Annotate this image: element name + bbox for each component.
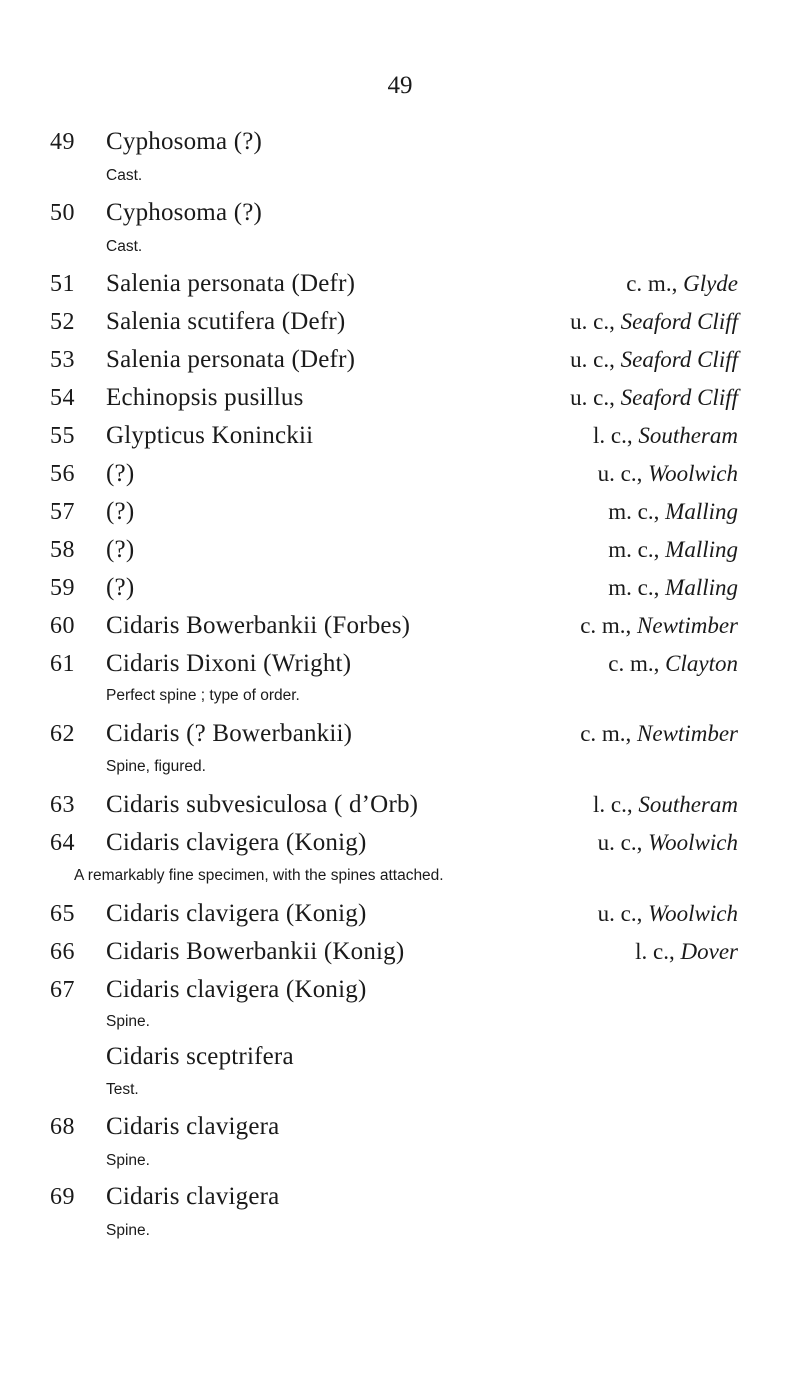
species-name: Cidaris Bowerbankii (Forbes) (106, 612, 411, 639)
locality-name: Malling (665, 575, 738, 600)
entry-locality (598, 826, 738, 860)
catalogue-entry (50, 419, 750, 453)
entry-locality (608, 571, 738, 605)
species-name: Glypticus Koninckii (106, 422, 314, 449)
entry-locality (608, 647, 738, 681)
catalogue-entry (50, 609, 750, 643)
entry-locality (598, 457, 738, 491)
catalogue-entry (50, 495, 750, 529)
species-name: Echinopsis pusillus (106, 384, 304, 411)
formation: u. c., (570, 385, 615, 410)
entry-locality (580, 609, 738, 643)
locality-name: Seaford Cliff (620, 309, 738, 334)
species-name: Cidaris clavigera (106, 1183, 280, 1210)
entry-locality (593, 788, 738, 822)
entry-note: Test. (106, 1081, 139, 1098)
species-name: Salenia personata (Defr) (106, 270, 356, 297)
entry-number: 49 (50, 129, 75, 155)
entry-locality (598, 897, 738, 931)
species-name: Cidaris sceptrifera (106, 1043, 294, 1070)
entry-number: 51 (50, 271, 75, 297)
locality-name: Southeram (638, 792, 738, 817)
locality-name: Dover (680, 939, 738, 964)
entry-locality (570, 305, 738, 339)
catalogue-entry (50, 457, 750, 491)
entry-number: 69 (50, 1184, 75, 1210)
entry-note: Cast. (106, 238, 143, 255)
locality-name: Malling (665, 499, 738, 524)
species-name: Cyphosoma (?) (106, 199, 263, 226)
locality-name: Southeram (638, 423, 738, 448)
formation: c. m., (608, 651, 660, 676)
entry-number: 56 (50, 461, 75, 487)
formation: l. c., (635, 939, 675, 964)
formation: u. c., (570, 347, 615, 372)
entry-locality (593, 419, 738, 453)
entry-number: 58 (50, 537, 75, 563)
formation: m. c., (608, 499, 660, 524)
catalogue-entry (50, 125, 750, 159)
entry-number: 60 (50, 613, 75, 639)
entry-number: 62 (50, 721, 75, 747)
locality-name: Seaford Cliff (620, 347, 738, 372)
species-name: (?) (106, 574, 135, 601)
locality-name: Malling (665, 537, 738, 562)
entry-note: A remarkably fine specimen, with the spines attached. (74, 867, 444, 884)
catalogue-entry (50, 196, 750, 230)
formation: c. m., (626, 271, 678, 296)
catalogue-entry (50, 571, 750, 605)
entry-number: 57 (50, 499, 75, 525)
catalogue-entry (50, 1180, 750, 1214)
species-name: (?) (106, 498, 135, 525)
catalogue-entry (50, 788, 750, 822)
species-name: (?) (106, 460, 135, 487)
locality-name: Newtimber (637, 613, 738, 638)
entry-number: 65 (50, 901, 75, 927)
entry-note: Spine. (106, 1013, 150, 1030)
formation: u. c., (597, 830, 643, 855)
locality-name: Newtimber (637, 721, 738, 746)
entry-note: Perfect spine ; type of order. (106, 687, 300, 704)
entry-number: 66 (50, 939, 75, 965)
entry-number: 61 (50, 651, 75, 677)
entry-locality (608, 495, 738, 529)
locality-name: Glyde (683, 271, 738, 296)
formation: l. c., (592, 423, 633, 448)
species-name: Cidaris Bowerbankii (Konig) (106, 938, 405, 965)
entry-locality (580, 717, 738, 751)
entry-locality (570, 381, 738, 415)
species-name: Cyphosoma (?) (106, 128, 263, 155)
entry-number: 59 (50, 575, 75, 601)
formation: m. c., (608, 537, 660, 562)
catalogue-entry (50, 533, 750, 567)
page-number: 49 (387, 72, 413, 99)
entry-number: 53 (50, 347, 75, 373)
catalogue-entry (50, 381, 750, 415)
entry-number: 54 (50, 385, 75, 411)
catalogue-entry (50, 1040, 750, 1074)
entry-locality (635, 935, 738, 969)
entry-note: Spine. (106, 1152, 150, 1169)
entry-note: Spine, figured. (106, 758, 206, 775)
species-name: Cidaris clavigera (Konig) (106, 900, 367, 927)
locality-name: Woolwich (648, 830, 738, 855)
species-name: (?) (106, 536, 135, 563)
species-name: Cidaris subvesiculosa ( d’Orb) (106, 791, 419, 818)
species-name: Salenia scutifera (Defr) (106, 308, 346, 335)
entry-number: 52 (50, 309, 75, 335)
catalogue-entry (50, 935, 750, 969)
catalogue-entry (50, 973, 750, 1007)
species-name: Cidaris clavigera (Konig) (106, 976, 367, 1003)
entry-note: Cast. (106, 167, 143, 184)
species-name: Salenia personata (Defr) (106, 346, 356, 373)
species-name: Cidaris Dixoni (Wright) (106, 650, 352, 677)
locality-name: Clayton (665, 651, 738, 676)
formation: u. c., (597, 461, 643, 486)
entry-number: 50 (50, 200, 75, 226)
entry-number: 68 (50, 1114, 75, 1140)
entry-locality (570, 343, 738, 377)
catalogue-entry (50, 305, 750, 339)
entry-number: 67 (50, 977, 75, 1003)
catalogue-entry (50, 647, 750, 681)
entry-locality (608, 533, 738, 567)
locality-name: Seaford Cliff (620, 385, 738, 410)
entry-number: 64 (50, 830, 75, 856)
locality-name: Woolwich (648, 461, 738, 486)
catalogue-entry (50, 826, 750, 860)
catalogue-entry (50, 1110, 750, 1144)
entry-number: 63 (50, 792, 75, 818)
entry-note: Spine. (106, 1222, 150, 1239)
formation: l. c., (592, 792, 633, 817)
catalogue-entry (50, 267, 750, 301)
catalogue-entry (50, 343, 750, 377)
catalogue-entry (50, 897, 750, 931)
formation: m. c., (608, 575, 660, 600)
species-name: Cidaris clavigera (Konig) (106, 829, 367, 856)
formation: u. c., (597, 901, 643, 926)
formation: c. m., (580, 721, 632, 746)
locality-name: Woolwich (648, 901, 738, 926)
formation: u. c., (570, 309, 615, 334)
catalogue-entry (50, 717, 750, 751)
formation: c. m., (580, 613, 632, 638)
species-name: Cidaris clavigera (106, 1113, 280, 1140)
species-name: Cidaris (? Bowerbankii) (106, 720, 353, 747)
entry-number: 55 (50, 423, 75, 449)
entry-locality (626, 267, 738, 301)
